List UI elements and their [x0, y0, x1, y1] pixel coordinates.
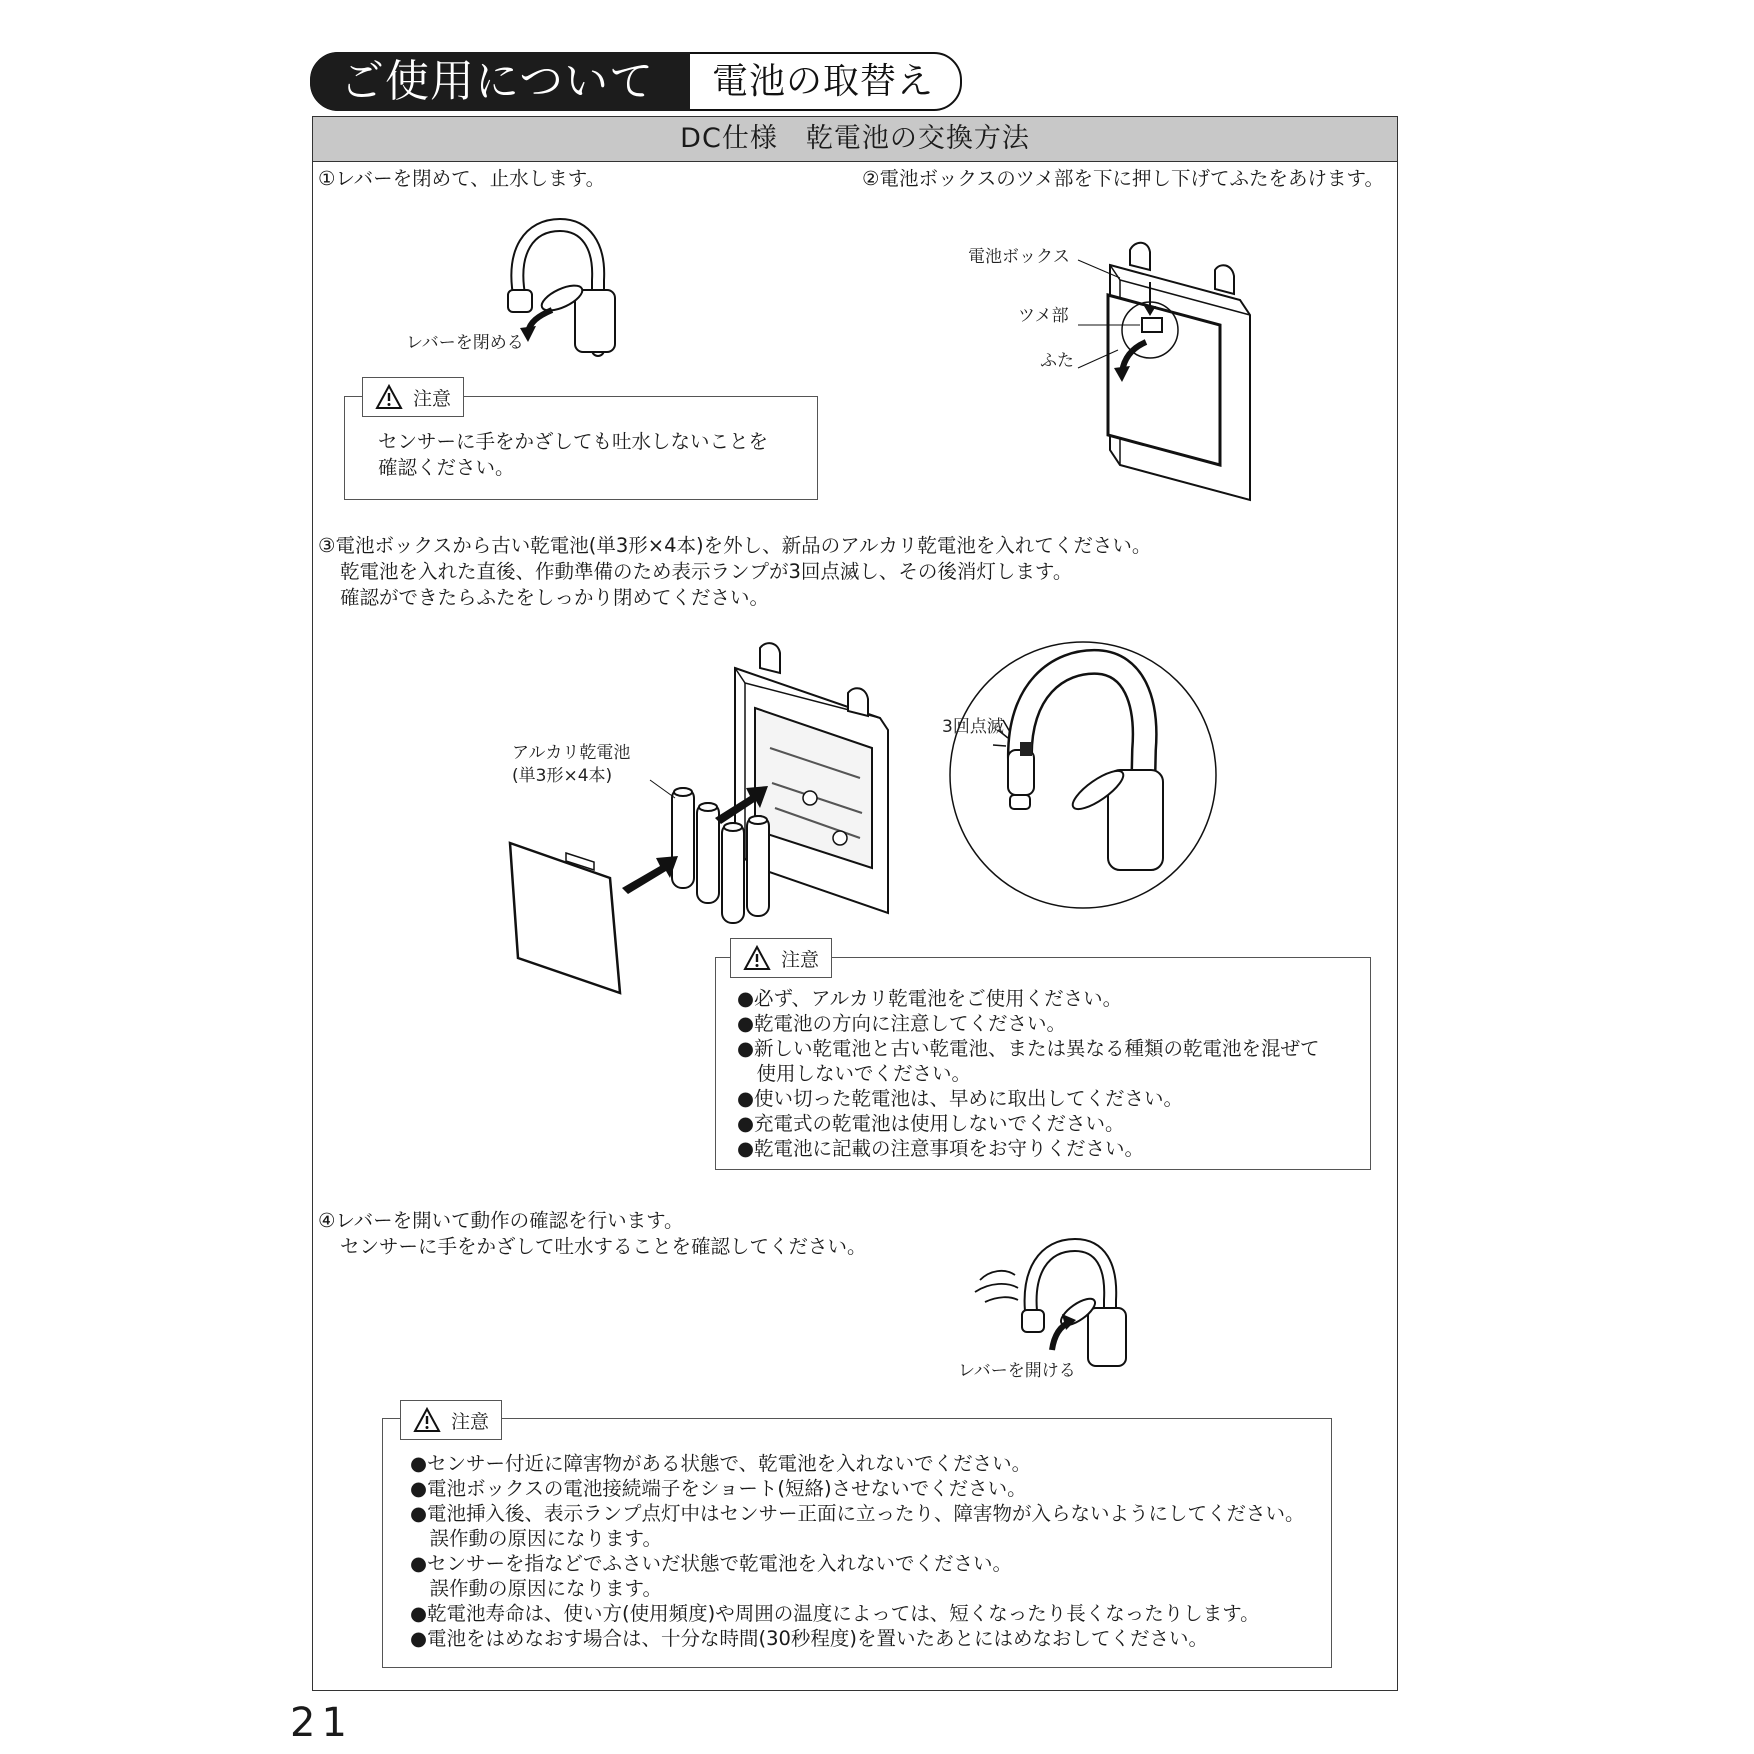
lid-label: ふた — [1040, 351, 1074, 371]
caution3-line-8: ●電池をはめなおす場合は、十分な時間(30秒程度)を置いたあとにはめなおしてください。 — [410, 1627, 1209, 1650]
battery-box-label: 電池ボックス — [968, 247, 1070, 267]
warning-icon — [413, 1407, 441, 1433]
caution3-line-7: ●乾電池寿命は、使い方(使用頻度)や周囲の温度によっては、短くなったり長くなったりします。 — [410, 1602, 1260, 1625]
caution-tab-2 — [730, 938, 832, 978]
faucet-blink-circle-illustration — [948, 640, 1218, 910]
caution3-line-2: ●電池ボックスの電池接続端子をショート(短絡)させないでください。 — [410, 1477, 1027, 1500]
step2-text: ②電池ボックスのツメ部を下に押し下げてふたをあけます。 — [862, 167, 1384, 190]
step3-line-1: ③電池ボックスから古い乾電池(単3形×4本)を外し、新品のアルカリ乾電池を入れてください。 — [318, 534, 1152, 557]
caution2-line-5: ●使い切った乾電池は、早めに取出してください。 — [737, 1087, 1184, 1110]
caution1-line-2: 確認ください。 — [378, 456, 515, 479]
step4-line-2: センサーに手をかざして吐水することを確認してください。 — [340, 1235, 867, 1258]
page-number: 21 — [290, 1700, 353, 1746]
warning-icon — [743, 945, 771, 971]
caution-tab-1 — [362, 377, 464, 417]
lever-open-label: レバーを開ける — [958, 1361, 1076, 1381]
alkaline-battery-label: アルカリ乾電池 — [512, 743, 631, 763]
caution3-line-1: ●センサー付近に障害物がある状態で、乾電池を入れないでください。 — [410, 1452, 1032, 1475]
caution3-line-4: 誤作動の原因になります。 — [410, 1527, 662, 1550]
battery-spec-label: (単3形×4本) — [512, 766, 613, 786]
faucet-open-illustration — [970, 1230, 1130, 1370]
lever-close-label: レバーを閉める — [406, 333, 524, 353]
page-title: DC仕様 乾電池の交換方法 — [313, 117, 1397, 162]
caution2-line-7: ●乾電池に記載の注意事項をお守りください。 — [737, 1137, 1145, 1160]
topic-title: 電池の取替え — [712, 61, 935, 102]
caution2-line-4: 使用しないでください。 — [737, 1062, 972, 1085]
caution3-line-6: 誤作動の原因になります。 — [410, 1577, 662, 1600]
step3-line-3: 確認ができたらふたをしっかり閉めてください。 — [340, 586, 770, 609]
caution2-line-3: ●新しい乾電池と古い乾電池、または異なる種類の乾電池を混ぜて — [737, 1037, 1320, 1060]
caution2-line-6: ●充電式の乾電池は使用しないでください。 — [737, 1112, 1125, 1135]
caution-heading-1: 注意 — [413, 387, 452, 410]
step4-line-1: ④レバーを開いて動作の確認を行います。 — [318, 1209, 684, 1232]
caution3-line-5: ●センサーを指などでふさいだ状態で乾電池を入れないでください。 — [410, 1552, 1013, 1575]
caution-heading-3: 注意 — [451, 1410, 490, 1433]
warning-icon — [375, 384, 403, 410]
caution1-line-1: センサーに手をかざしても吐水しないことを — [378, 430, 769, 453]
section-title: ご使用について — [310, 52, 690, 111]
battery-insertion-illustration — [510, 648, 890, 988]
blink-label: 3回点滅 — [942, 717, 1004, 737]
caution3-line-3: ●電池挿入後、表示ランプ点灯中はセンサー正面に立ったり、障害物が入らないようにしてください。 — [410, 1502, 1305, 1525]
step3-line-2: 乾電池を入れた直後、作動準備のため表示ランプが3回点滅し、その後消灯します。 — [340, 560, 1073, 583]
caution2-line-1: ●必ず、アルカリ乾電池をご使用ください。 — [737, 987, 1123, 1010]
caution2-line-2: ●乾電池の方向に注意してください。 — [737, 1012, 1067, 1035]
tab-label: ツメ部 — [1018, 306, 1069, 326]
step1-text: ①レバーを閉めて、止水します。 — [318, 167, 606, 190]
caution-tab-3 — [400, 1400, 502, 1440]
battery-box-open-illustration — [1090, 240, 1290, 510]
caution-heading-2: 注意 — [781, 948, 820, 971]
